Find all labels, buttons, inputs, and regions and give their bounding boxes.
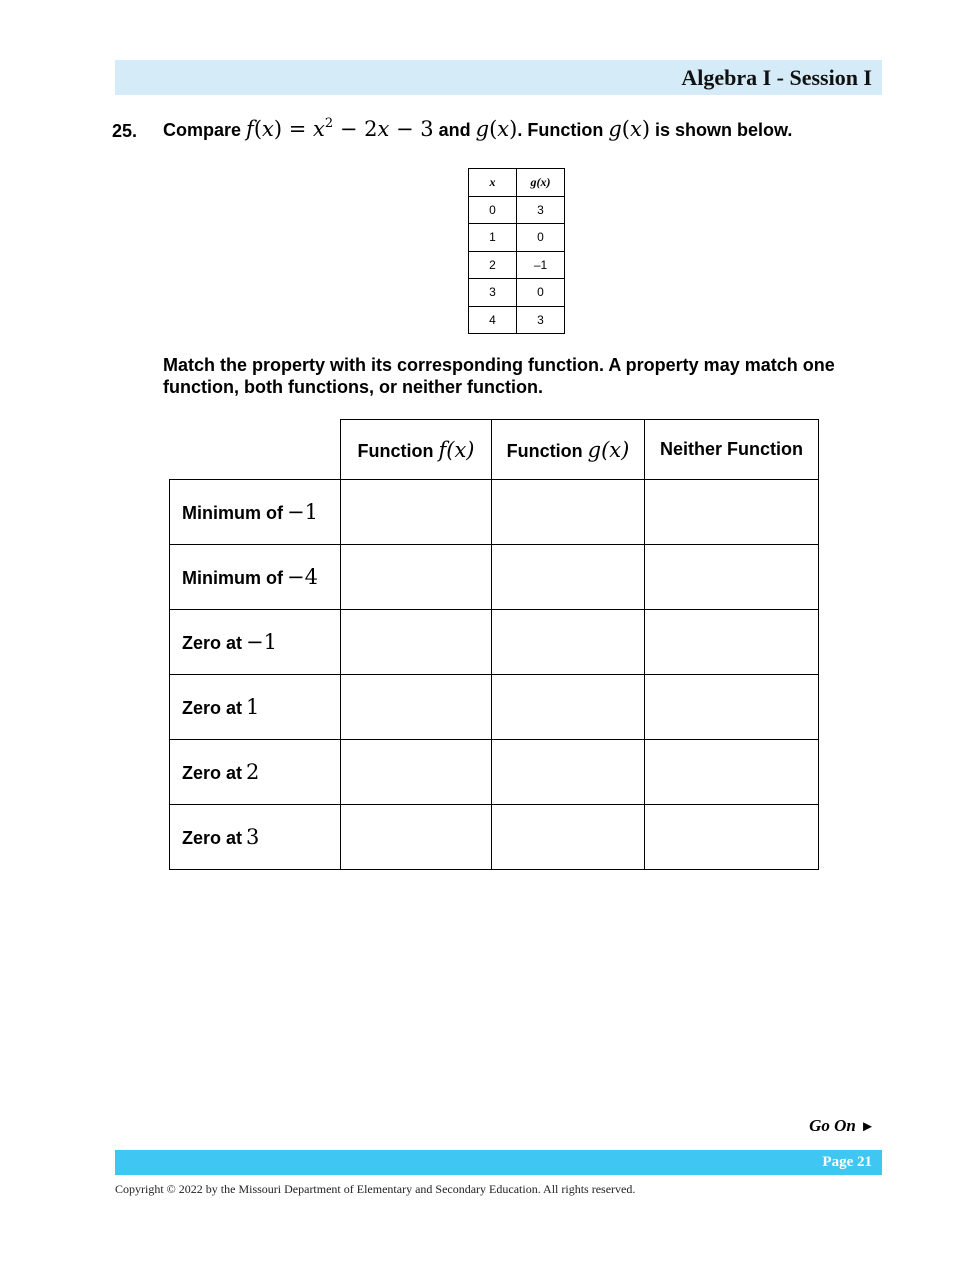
question-number: 25.: [112, 121, 138, 141]
footer-band: [115, 1150, 882, 1175]
property-label: Minimum of −1: [170, 480, 341, 545]
column-header-f: Function f(x): [341, 420, 492, 480]
answer-cell-neither[interactable]: [645, 545, 819, 610]
gx-value: 3: [517, 196, 565, 224]
column-header-g: Function g(x): [492, 420, 645, 480]
header-band: [115, 60, 882, 95]
answer-cell-g[interactable]: [492, 610, 645, 675]
answer-cell-g[interactable]: [492, 480, 645, 545]
prompt-compare: Compare: [163, 120, 242, 140]
answer-cell-neither[interactable]: [645, 610, 819, 675]
answer-cell-neither[interactable]: [645, 675, 819, 740]
answer-cell-g[interactable]: [492, 545, 645, 610]
gx-value: 0: [517, 279, 565, 307]
go-on-indicator: Go On ►: [809, 1116, 875, 1135]
property-row: [170, 805, 819, 870]
table-header-x: x: [469, 169, 517, 197]
g-expression: g(x): [475, 117, 518, 141]
property-label: Zero at 3: [170, 805, 341, 870]
answer-cell-g[interactable]: [492, 675, 645, 740]
x-value: 0: [469, 196, 517, 224]
answer-cell-neither[interactable]: [645, 805, 819, 870]
answer-cell-neither[interactable]: [645, 480, 819, 545]
prompt-and: and: [433, 120, 476, 140]
x-value: 4: [469, 306, 517, 334]
match-table: [169, 419, 819, 870]
question-prompt: [163, 117, 792, 141]
g-values-table: [468, 168, 565, 334]
property-label: Zero at 2: [170, 740, 341, 805]
gx-value: 0: [517, 224, 565, 252]
gx-value: –1: [517, 251, 565, 279]
property-label: Zero at 1: [170, 675, 341, 740]
x-value: 1: [469, 224, 517, 252]
answer-cell-neither[interactable]: [645, 740, 819, 805]
prompt-shown: is shown below.: [650, 120, 793, 140]
property-label: Minimum of −4: [170, 545, 341, 610]
property-row: [170, 675, 819, 740]
answer-cell-g[interactable]: [492, 740, 645, 805]
property-row: [170, 480, 819, 545]
table-row: [469, 306, 565, 334]
table-row: [469, 251, 565, 279]
property-row: [170, 740, 819, 805]
table-corner: [170, 420, 341, 480]
session-title: Algebra I - Session I: [681, 65, 872, 90]
g-expression-2: g(x): [608, 117, 651, 141]
prompt-function: . Function: [517, 120, 609, 140]
copyright-notice: Copyright © 2022 by the Missouri Department of Elementary and Secondary Education. All rights reserved.: [115, 1182, 636, 1196]
answer-cell-g[interactable]: [492, 805, 645, 870]
answer-cell-f[interactable]: [341, 805, 492, 870]
table-row: [469, 279, 565, 307]
table-header-gx: g(x): [517, 169, 565, 197]
gx-value: 3: [517, 306, 565, 334]
x-value: 2: [469, 251, 517, 279]
property-row: [170, 545, 819, 610]
instructions: Match the property with its corresponding function. A property may match one function, both functions, or neither function.: [163, 355, 835, 397]
answer-cell-f[interactable]: [341, 480, 492, 545]
page-number: Page 21: [822, 1154, 872, 1170]
answer-cell-f[interactable]: [341, 545, 492, 610]
column-header-neither: Neither Function: [645, 420, 819, 480]
property-label: Zero at −1: [170, 610, 341, 675]
table-row: [469, 196, 565, 224]
x-value: 3: [469, 279, 517, 307]
right-triangle-icon: ►: [860, 1119, 875, 1135]
answer-cell-f[interactable]: [341, 610, 492, 675]
property-row: [170, 610, 819, 675]
table-row: [469, 224, 565, 252]
f-expression: $f(x) = x^2 - 2x - 3$: [246, 116, 434, 141]
answer-cell-f[interactable]: [341, 675, 492, 740]
answer-cell-f[interactable]: [341, 740, 492, 805]
